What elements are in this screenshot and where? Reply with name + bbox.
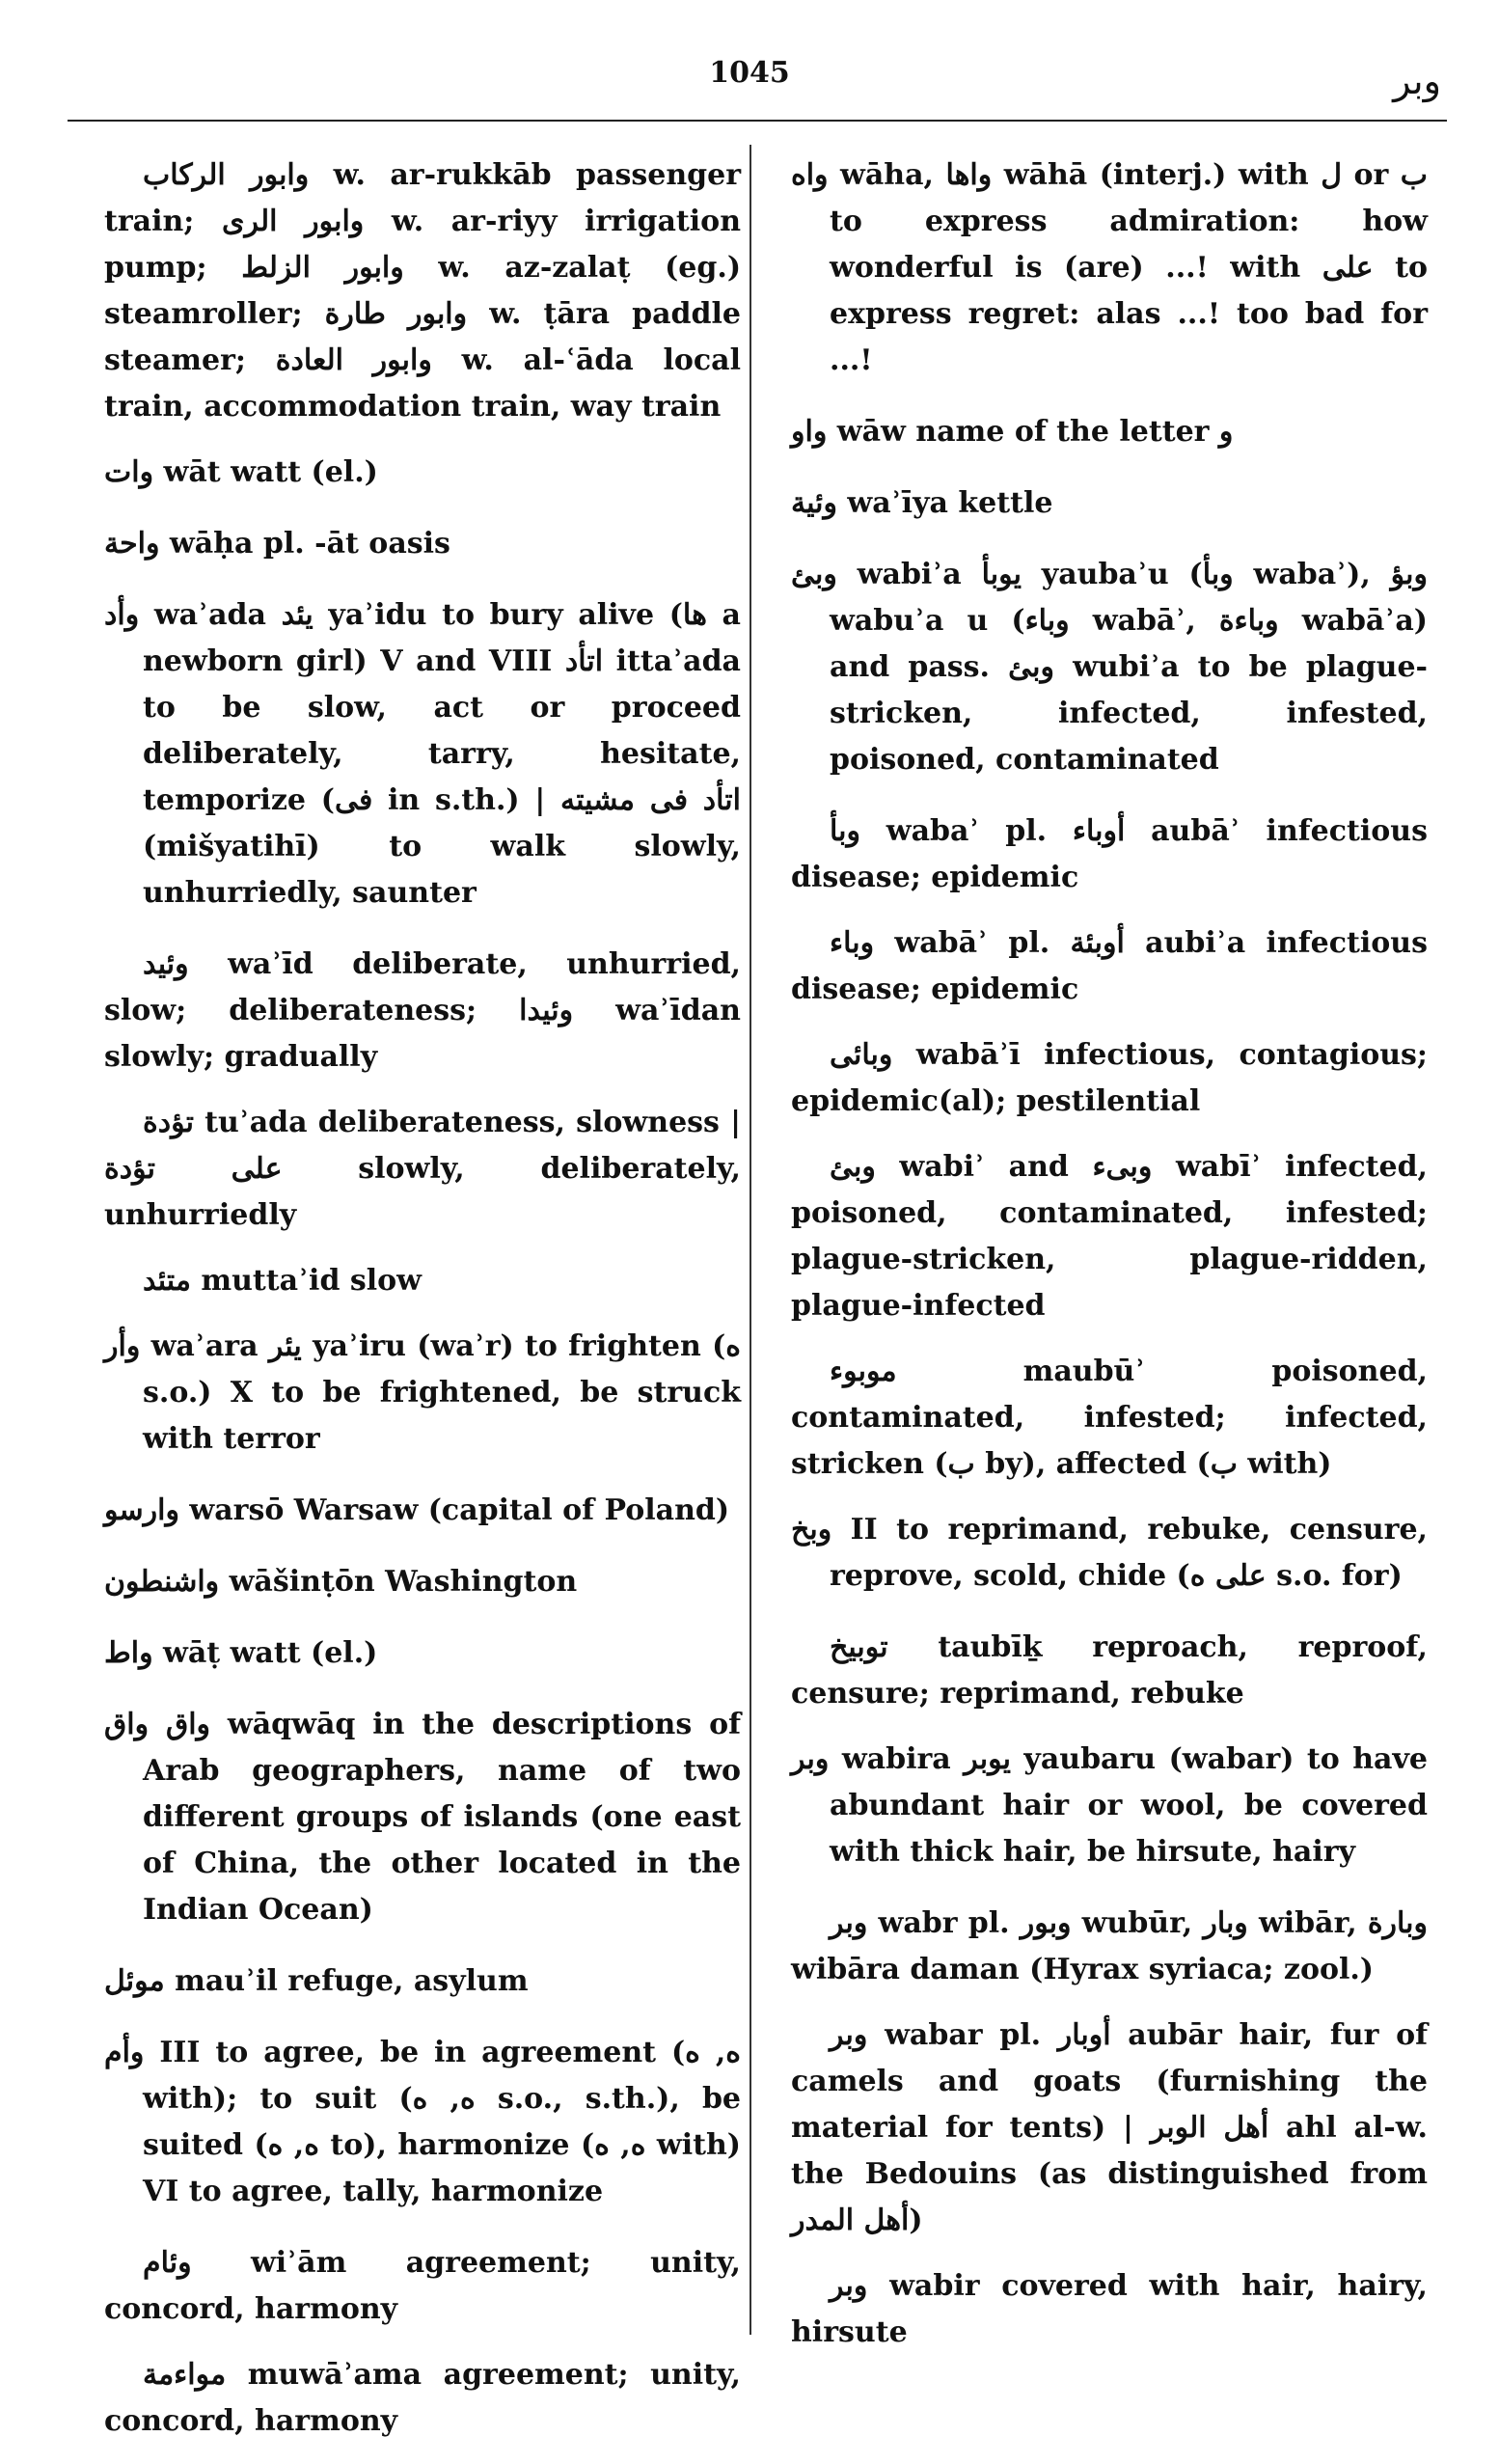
dictionary-entry: واه wāha, واها wāhā (interj.) with ل or ب to express admiration: how wonderful is (are) ...! with على to express regret: alas ...! too bad for ...!	[791, 158, 1429, 377]
dictionary-subentry: وبر wabar pl. أوبار aubār hair, fur of camels and goats (furnishing the material for tents) | أهل الوبر ahl al-w. the Bedouins (as distinguished from أهل المدر)	[791, 2018, 1428, 2237]
dictionary-entry: وبئ wabiʾa يوبأ yaubaʾu (وبأ wabaʾ), وبؤ wabuʾa u (وباء wabāʾ, وباءة wabāʾa) and pass. وبئ wubiʾa to be plague-stricken, infected, infested, poisoned, contaminated	[791, 558, 1428, 777]
dictionary-entry: واشنطون wāšinṭōn Washington	[104, 1565, 578, 1599]
dictionary-entry: واق واق wāqwāq in the descriptions of Arab geographers, name of two different groups of islands (one east of China, the other located in the Indian Ocean)	[104, 1708, 741, 1927]
dictionary-subentry: وبئ wabiʾ and وبىء wabīʾ infected, poisoned, contaminated, infested; plague-stricken, plague-ridden, plague-infected	[791, 1150, 1429, 1323]
dictionary-entry: موئل mauʾil refuge, asylum	[104, 1964, 529, 1998]
dictionary-subentry: موبوء maubūʾ poisoned, contaminated, infested; infected, stricken (ب by), affected (ب with)	[791, 1355, 1428, 1481]
dictionary-subentry: وبائى wabāʾī infectious, contagious; epidemic(al); pestilential	[791, 1038, 1428, 1118]
dictionary-subentry: وبأ wabaʾ pl. أوباء aubāʾ infectious disease; epidemic	[791, 814, 1428, 894]
left-column	[104, 152, 741, 2464]
page-number: 1045	[709, 56, 790, 90]
dictionary-subentry: متئد muttaʾid slow	[143, 1264, 422, 1298]
dictionary-entry: واحة wāḥa pl. -āt oasis	[104, 527, 450, 561]
header-rule	[68, 120, 1447, 122]
dictionary-entry: وارسو warsō Warsaw (capital of Poland)	[104, 1493, 730, 1527]
dictionary-subentry: تؤدة tuʾada deliberateness, slowness | على تؤدة slowly, deliberately, unhurriedly	[104, 1106, 741, 1232]
dictionary-entry: وأد waʾada يئد yaʾidu to bury alive (ها a newborn girl) V and VIII اتأد ittaʾada to be slow, act or proceed deliberately, tarry, hesitate, temporize (فى in s.th.) | اتأد فى مشيته (mišyatihī) to walk slowly, unhurriedly, saunter	[104, 598, 741, 910]
dictionary-subentry: وابور الركاب w. ar-rukkāb passenger train; وابور الرى w. ar-riyy irrigation pump; وابور الزلط w. az-zalaṭ (eg.) steamroller; وابور طارة w. ṭāra paddle steamer; وابور العادة w. al-ʿāda local train, accommodation train, way train	[104, 158, 742, 424]
dictionary-subentry: وبر wabr pl. وبور wubūr, وبار wibār, وبارة wibāra daman (Hyrax syriaca; zool.)	[791, 1906, 1428, 1986]
dictionary-subentry: وئيد waʾīd deliberate, unhurried, slow; deliberateness; وئيدا waʾīdan slowly; gradually	[104, 947, 741, 1074]
dictionary-entry: وئية waʾīya kettle	[791, 486, 1053, 520]
right-column	[791, 152, 1428, 2375]
dictionary-entry: وأر waʾara يئر yaʾiru (waʾr) to frighten (ه s.o.) X to be frightened, be struck with terror	[104, 1329, 741, 1456]
dictionary-subentry: وباء wabāʾ pl. أوبئة aubiʾa infectious disease; epidemic	[791, 926, 1428, 1006]
dictionary-entry: وبخ II to reprimand, rebuke, censure, reprove, scold, chide (على ه s.o. for)	[791, 1513, 1428, 1593]
dictionary-entry: وبر wabira يوبر yaubaru (wabar) to have abundant hair or wool, be covered with thick hair, be hirsute, hairy	[791, 1742, 1428, 1869]
dictionary-subentry: مواءمة muwāʾama agreement; unity, concord, harmony	[104, 2358, 741, 2438]
column-divider	[750, 145, 751, 2335]
dictionary-subentry: توبيخ taubīḵ reproach, reproof, censure; reprimand, rebuke	[791, 1630, 1428, 1711]
page-header	[0, 0, 1499, 125]
dictionary-entry: واط wāṭ watt (el.)	[104, 1636, 378, 1670]
dictionary-entry: وات wāt watt (el.)	[104, 455, 378, 489]
dictionary-entry: واو wāw name of the letter و	[791, 415, 1234, 449]
dictionary-subentry: وبر wabir covered with hair, hairy, hirsute	[791, 2269, 1428, 2349]
running-head: وبر	[1393, 60, 1441, 102]
dictionary-entry: وأم III to agree, be in agreement (ه, ه with); to suit (ه, ه s.o., s.th.), be suited (ه, ه to), harmonize (ه, ه with) VI to agree, tally, harmonize	[104, 2036, 742, 2208]
dictionary-subentry: وئام wiʾām agreement; unity, concord, harmony	[104, 2246, 741, 2326]
